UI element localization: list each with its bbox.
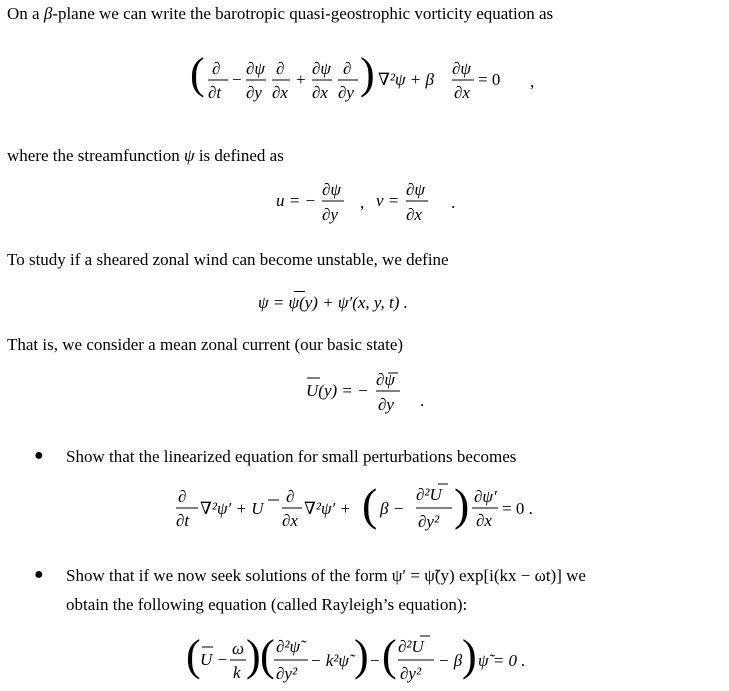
beta-symbol: β	[43, 4, 53, 23]
vort-t1-den: ∂t	[208, 83, 222, 102]
ray-paren-2-close: )	[354, 631, 369, 680]
vort-t2-num: ∂ψ	[246, 59, 265, 78]
ray-p-den: ∂y²	[276, 664, 298, 683]
rayleigh-equation	[186, 632, 586, 691]
lin-b-den: ∂x	[282, 511, 298, 530]
ray-paren-3-open: (	[382, 631, 397, 680]
stream-before: where the streamfunction	[7, 146, 185, 165]
velocity-sep: ,	[360, 193, 365, 212]
v-num: ∂ψ	[406, 180, 425, 199]
vort-t3-den: ∂x	[272, 83, 288, 102]
ray-ubar: U −	[200, 650, 228, 669]
lin-b-rest: ∇²ψ′ +	[304, 499, 351, 518]
vort-trail: ,	[530, 72, 535, 91]
study-line: To study if a sheared zonal wind can become unstable, we define	[7, 250, 449, 269]
vort-t5-den: ∂y	[338, 83, 354, 102]
u-den: ∂y	[322, 205, 338, 224]
ray-paren-1-open: (	[186, 631, 201, 680]
lin-b-num: ∂	[286, 487, 295, 506]
lin-beta: β −	[380, 499, 405, 518]
psi-overbar	[294, 291, 305, 292]
mean-den: ∂y	[378, 395, 394, 414]
lin-a-rest: ∇²ψ′ + U	[200, 499, 264, 518]
ray-beta-term: − β	[438, 651, 463, 670]
vort-minus: −	[232, 70, 242, 89]
ray-q-den: ∂y²	[400, 664, 422, 683]
vort-rhs: = 0	[478, 70, 501, 89]
v-den: ∂x	[406, 205, 422, 224]
u-lhs: u = −	[276, 191, 316, 210]
bullet-1-dot: ●	[34, 447, 44, 464]
mean-trail: .	[420, 391, 425, 410]
vort-t3-num: ∂	[276, 59, 285, 78]
bullet-2-line-1: Show that if we now seek solutions of the form ψ′ = ψ̃(y) exp[i(kx − ωt)] we	[66, 566, 586, 585]
decomposition-equation	[258, 293, 408, 313]
vort-paren-open: (	[190, 49, 205, 98]
lin-paren-close: )	[454, 479, 470, 530]
vorticity-equation	[190, 49, 570, 112]
mean-current-line: That is, we consider a mean zonal current (our basic state)	[7, 335, 404, 354]
ray-k-term: − k²ψ̃	[310, 651, 349, 670]
lin-rhs: = 0 .	[502, 499, 533, 518]
vort-t6-den: ∂x	[454, 83, 470, 102]
bullet-2-line-2: obtain the following equation (called Rayleigh’s equation):	[66, 595, 468, 614]
stream-after: is defined as	[194, 146, 284, 165]
lin-c-num: ∂²U	[416, 485, 442, 504]
vort-t4-den: ∂x	[312, 83, 328, 102]
ray-paren-1-close: )	[246, 631, 261, 680]
ray-w-den: k	[233, 663, 241, 682]
v-lhs: v =	[376, 191, 400, 210]
psi-symbol: ψ	[184, 146, 195, 165]
ray-paren-2-open: (	[260, 631, 275, 680]
vort-t4-num: ∂ψ	[312, 59, 331, 78]
vort-t6-num: ∂ψ	[452, 59, 471, 78]
vort-laplacian: ∇²ψ + β	[378, 70, 434, 89]
intro-after: -plane we can write the barotropic quasi-geostrophic vorticity equation as	[52, 4, 554, 23]
lin-a-den: ∂t	[176, 511, 190, 530]
vort-paren-close: )	[360, 49, 375, 98]
vort-t2-den: ∂y	[246, 83, 262, 102]
mean-lhs: U(y) = −	[306, 381, 369, 400]
ray-rhs: ψ̃ = 0 .	[478, 651, 526, 670]
bullet-1-text: Show that the linearized equation for small perturbations becomes	[66, 447, 517, 466]
u-num: ∂ψ	[322, 180, 341, 199]
bullet-2-dot: ●	[34, 566, 44, 583]
streamfunction-line	[7, 146, 284, 166]
lin-d-num: ∂ψ′	[474, 487, 497, 506]
velocity-trail: .	[451, 193, 456, 212]
vort-t1-num: ∂	[212, 59, 221, 78]
vort-t5-num: ∂	[343, 59, 352, 78]
ray-w-num: ω	[232, 639, 245, 658]
lin-c-den: ∂y²	[418, 512, 440, 531]
ray-q-num: ∂²U	[398, 637, 424, 656]
lin-a-num: ∂	[178, 487, 187, 506]
ray-paren-3-close: )	[462, 631, 477, 680]
lin-paren-open: (	[362, 479, 378, 530]
intro-before: On a	[7, 4, 44, 23]
ray-p-num: ∂²ψ̃	[276, 637, 301, 656]
velocity-equation	[276, 178, 476, 230]
lin-d-den: ∂x	[476, 511, 492, 530]
decomp-text: ψ = ψ(y) + ψ′(x, y, t) .	[258, 293, 408, 312]
mean-num: ∂ψ	[376, 370, 395, 389]
vort-plus: +	[296, 70, 306, 89]
linearized-equation	[176, 480, 556, 540]
intro-line	[7, 4, 553, 24]
ray-minus: −	[370, 651, 380, 670]
mean-current-equation	[306, 368, 446, 420]
